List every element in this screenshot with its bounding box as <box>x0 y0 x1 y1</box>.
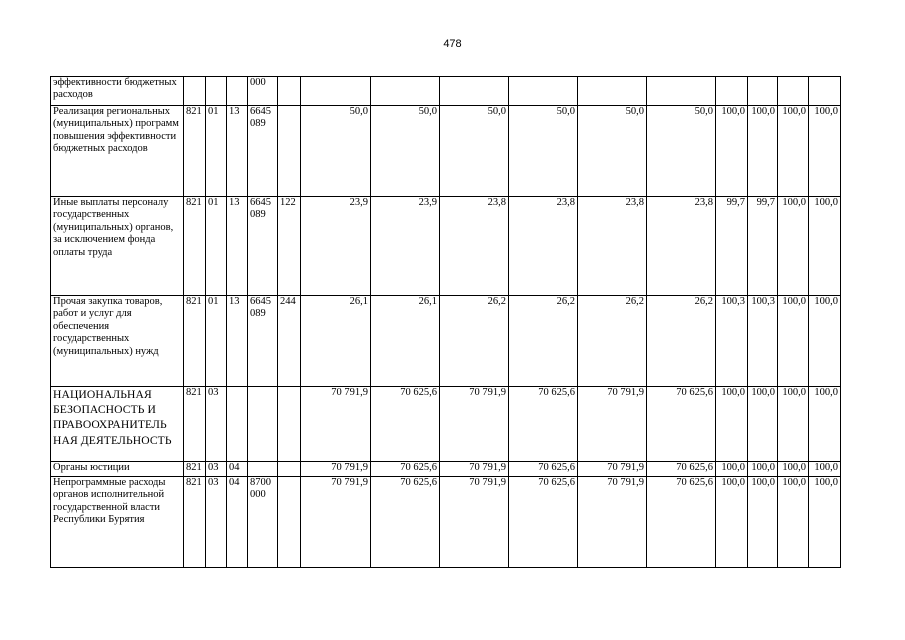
percent-cell <box>748 77 778 106</box>
percent-cell: 100,0 <box>748 477 778 568</box>
amount-cell: 70 625,6 <box>647 387 716 462</box>
row-name-cell: Реализация региональных (муниципальных) программ повышения эффективности бюджетных расходов <box>51 106 184 197</box>
amount-cell: 70 791,9 <box>578 462 647 477</box>
amount-cell: 26,2 <box>647 296 716 387</box>
amount-cell: 70 791,9 <box>440 462 509 477</box>
amount-cell: 70 625,6 <box>371 387 440 462</box>
amount-cell <box>440 77 509 106</box>
subsection-code-cell <box>227 387 248 462</box>
percent-cell: 100,0 <box>809 106 841 197</box>
amount-cell: 26,2 <box>578 296 647 387</box>
table-row <box>51 77 841 106</box>
expense-type-cell <box>278 462 301 477</box>
percent-cell: 100,0 <box>716 477 748 568</box>
percent-cell: 100,0 <box>778 197 809 296</box>
percent-cell: 100,0 <box>778 477 809 568</box>
amount-cell: 70 625,6 <box>371 462 440 477</box>
percent-cell: 100,0 <box>778 106 809 197</box>
amount-cell <box>647 77 716 106</box>
amount-cell: 23,9 <box>301 197 371 296</box>
percent-cell <box>778 77 809 106</box>
percent-cell: 100,0 <box>716 462 748 477</box>
ved-code-cell: 821 <box>184 462 206 477</box>
amount-cell: 50,0 <box>301 106 371 197</box>
amount-cell: 50,0 <box>647 106 716 197</box>
expense-type-cell <box>278 477 301 568</box>
percent-cell: 100,0 <box>778 387 809 462</box>
amount-cell <box>371 77 440 106</box>
percent-cell: 100,0 <box>809 296 841 387</box>
table-row <box>51 106 841 197</box>
percent-cell: 100,0 <box>809 462 841 477</box>
expense-type-cell: 122 <box>278 197 301 296</box>
row-name-cell: Непрограммные расходы органов исполнительной государственной власти Республики Бурятия <box>51 477 184 568</box>
section-code-cell: 01 <box>206 296 227 387</box>
percent-cell: 100,0 <box>809 387 841 462</box>
amount-cell: 23,8 <box>509 197 578 296</box>
amount-cell: 70 625,6 <box>509 387 578 462</box>
row-name-cell: Органы юстиции <box>51 462 184 477</box>
subsection-code-cell: 04 <box>227 477 248 568</box>
section-code-cell: 01 <box>206 106 227 197</box>
amount-cell: 70 625,6 <box>647 462 716 477</box>
ved-code-cell: 821 <box>184 387 206 462</box>
amount-cell: 50,0 <box>371 106 440 197</box>
ved-code-cell: 821 <box>184 296 206 387</box>
subsection-code-cell: 13 <box>227 106 248 197</box>
percent-cell <box>716 77 748 106</box>
amount-cell: 70 791,9 <box>440 387 509 462</box>
amount-cell: 70 625,6 <box>509 477 578 568</box>
amount-cell: 70 791,9 <box>301 477 371 568</box>
amount-cell: 23,8 <box>440 197 509 296</box>
row-name-cell: НАЦИОНАЛЬНАЯ БЕЗОПАСНОСТЬ И ПРАВООХРАНИТЕЛЬ НАЯ ДЕЯТЕЛЬНОСТЬ <box>51 387 184 462</box>
amount-cell: 70 791,9 <box>440 477 509 568</box>
amount-cell: 26,2 <box>440 296 509 387</box>
amount-cell: 23,9 <box>371 197 440 296</box>
percent-cell: 100,0 <box>809 477 841 568</box>
target-article-cell: 6645 089 <box>248 106 278 197</box>
percent-cell: 100,0 <box>748 462 778 477</box>
percent-cell: 100,0 <box>809 197 841 296</box>
percent-cell <box>809 77 841 106</box>
table-row <box>51 197 841 296</box>
ved-code-cell: 821 <box>184 106 206 197</box>
amount-cell: 70 791,9 <box>578 477 647 568</box>
page-number: 478 <box>443 38 462 50</box>
row-name-cell: Прочая закупка товаров, работ и услуг для обеспечения государственных (муниципальных) нужд <box>51 296 184 387</box>
amount-cell: 23,8 <box>647 197 716 296</box>
subsection-code-cell: 13 <box>227 197 248 296</box>
table-row <box>51 462 841 477</box>
ved-code-cell: 821 <box>184 477 206 568</box>
amount-cell: 26,2 <box>509 296 578 387</box>
expense-type-cell <box>278 106 301 197</box>
amount-cell: 26,1 <box>301 296 371 387</box>
amount-cell <box>301 77 371 106</box>
expense-type-cell: 244 <box>278 296 301 387</box>
percent-cell: 100,3 <box>716 296 748 387</box>
subsection-code-cell: 13 <box>227 296 248 387</box>
percent-cell: 100,0 <box>778 296 809 387</box>
amount-cell: 70 791,9 <box>301 387 371 462</box>
target-article-cell: 000 <box>248 77 278 106</box>
target-article-cell <box>248 462 278 477</box>
section-code-cell: 03 <box>206 477 227 568</box>
expense-type-cell <box>278 77 301 106</box>
table-row <box>51 296 841 387</box>
percent-cell: 99,7 <box>716 197 748 296</box>
subsection-code-cell: 04 <box>227 462 248 477</box>
target-article-cell: 6645 089 <box>248 296 278 387</box>
subsection-code-cell <box>227 77 248 106</box>
section-code-cell <box>206 77 227 106</box>
ved-code-cell: 821 <box>184 197 206 296</box>
amount-cell: 70 625,6 <box>371 477 440 568</box>
section-code-cell: 03 <box>206 387 227 462</box>
expense-type-cell <box>278 387 301 462</box>
amount-cell: 26,1 <box>371 296 440 387</box>
row-name-cell: Иные выплаты персоналу государственных (муниципальных) органов, за исключением фонда оплаты труда <box>51 197 184 296</box>
amount-cell: 70 791,9 <box>301 462 371 477</box>
amount-cell: 50,0 <box>509 106 578 197</box>
amount-cell: 50,0 <box>578 106 647 197</box>
amount-cell: 23,8 <box>578 197 647 296</box>
percent-cell: 99,7 <box>748 197 778 296</box>
amount-cell: 70 625,6 <box>647 477 716 568</box>
percent-cell: 100,0 <box>778 462 809 477</box>
target-article-cell: 6645 089 <box>248 197 278 296</box>
ved-code-cell <box>184 77 206 106</box>
table-row <box>51 387 841 462</box>
percent-cell: 100,0 <box>716 387 748 462</box>
amount-cell: 70 625,6 <box>509 462 578 477</box>
target-article-cell: 8700 000 <box>248 477 278 568</box>
target-article-cell <box>248 387 278 462</box>
section-code-cell: 03 <box>206 462 227 477</box>
table-row <box>51 477 841 568</box>
percent-cell: 100,0 <box>748 387 778 462</box>
percent-cell: 100,3 <box>748 296 778 387</box>
amount-cell: 50,0 <box>440 106 509 197</box>
amount-cell <box>578 77 647 106</box>
section-code-cell: 01 <box>206 197 227 296</box>
amount-cell: 70 791,9 <box>578 387 647 462</box>
percent-cell: 100,0 <box>748 106 778 197</box>
budget-table-body <box>51 77 841 568</box>
amount-cell <box>509 77 578 106</box>
percent-cell: 100,0 <box>716 106 748 197</box>
budget-table <box>50 76 841 568</box>
row-name-cell: эффективности бюджетных расходов <box>51 77 184 106</box>
